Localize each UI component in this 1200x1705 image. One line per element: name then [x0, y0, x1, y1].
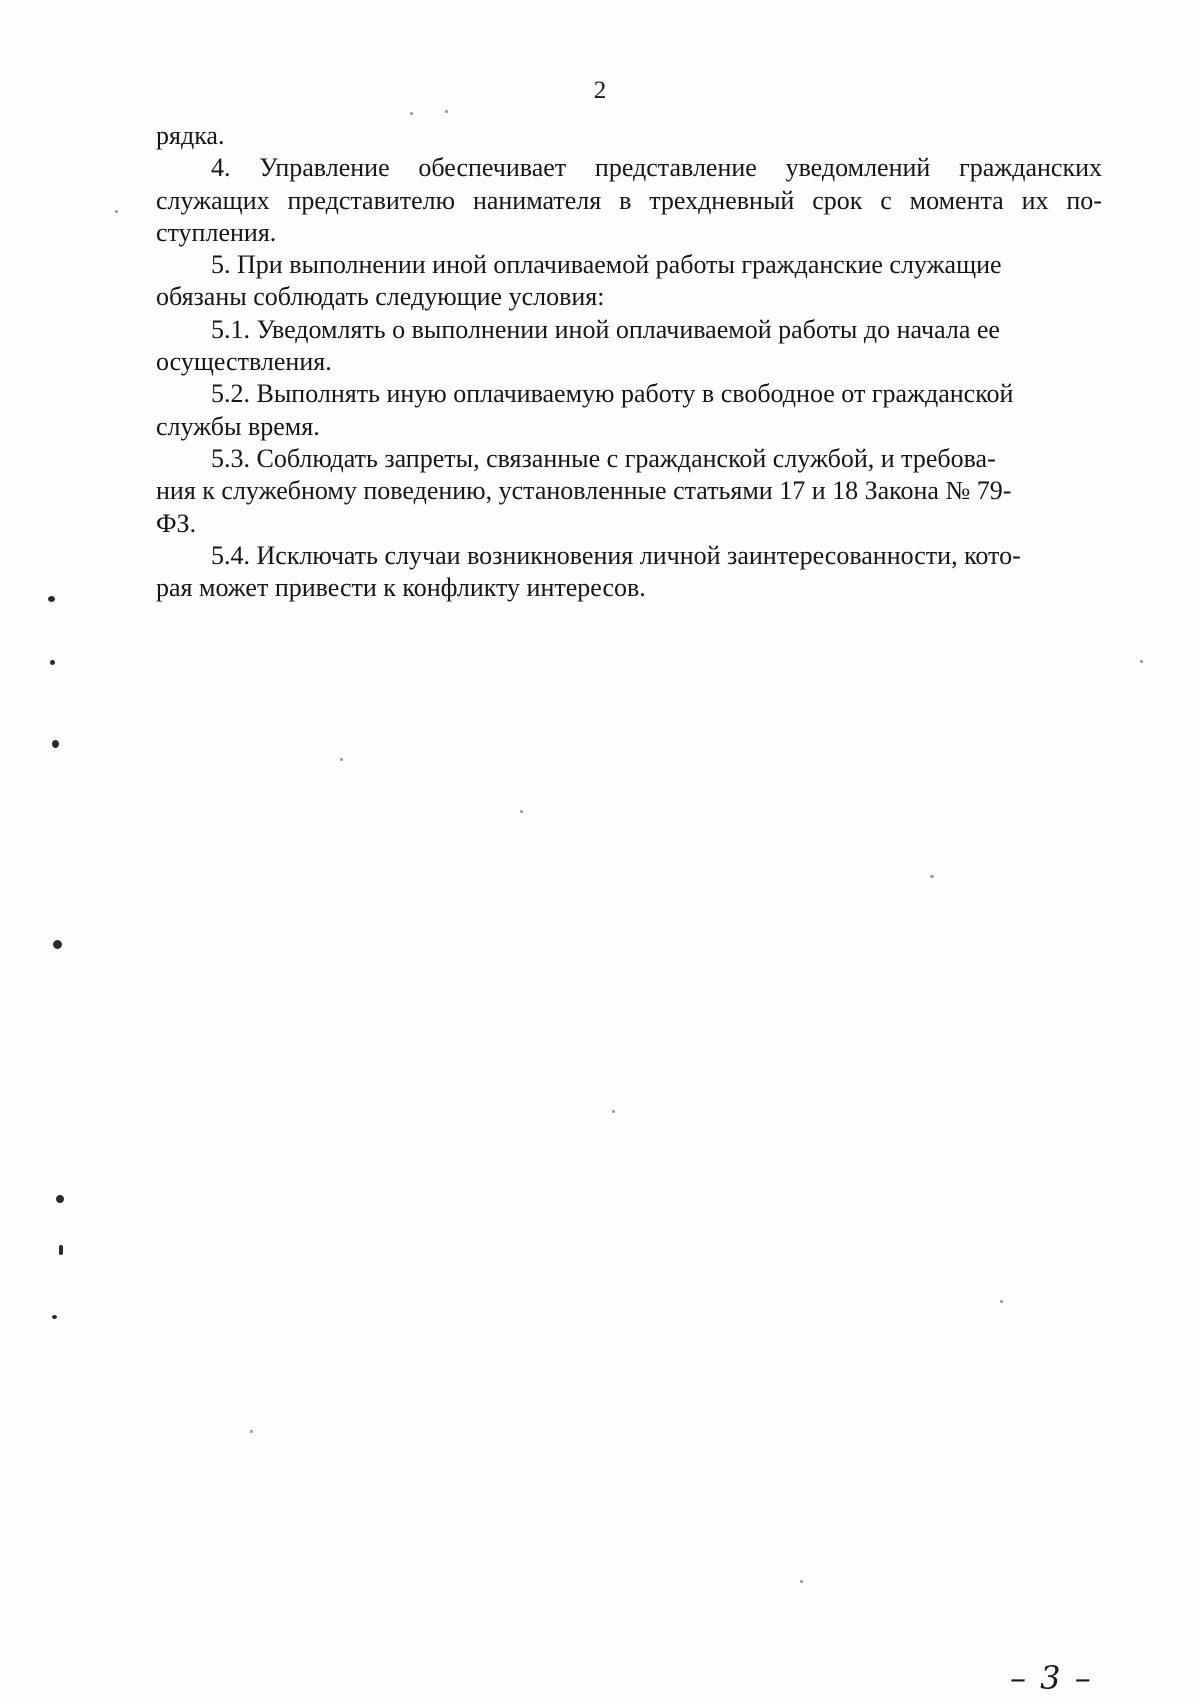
word: момента [909, 185, 1004, 215]
word: Управление [259, 153, 390, 183]
scan-speck [115, 210, 118, 213]
scan-speck [520, 810, 523, 813]
scan-speck [53, 940, 62, 949]
scan-speck [250, 1430, 253, 1433]
word: уведомлений [785, 153, 931, 183]
text-line: обязаны соблюдать следующие условия: [156, 282, 605, 312]
paragraph-item-5-2 [156, 378, 1102, 443]
text-line: осуществления. [156, 347, 332, 377]
scan-speck [48, 596, 55, 602]
text-line [156, 152, 1102, 184]
text-line: 5.2. Выполнять иную оплачиваемую работу в свободное от гражданской [211, 379, 1014, 409]
word: 4. [211, 153, 231, 183]
scan-speck [52, 1315, 57, 1319]
text-line: ФЗ. [156, 508, 197, 538]
scan-speck [59, 1245, 63, 1255]
paragraph-continuation [156, 120, 1102, 152]
word: нанимателя [472, 185, 602, 215]
word: в [619, 185, 632, 215]
text-line: 5.4. Исключать случаи возникновения личной заинтересованности, кото- [211, 540, 1021, 570]
paragraph-item-5 [156, 249, 1102, 314]
word: представление [594, 153, 757, 183]
text-line: 5. При выполнении иной оплачиваемой работы гражданские служащие [211, 250, 1002, 280]
word: срок [812, 185, 863, 215]
scan-speck [56, 1195, 64, 1203]
paragraph-item-5-4 [156, 540, 1102, 605]
scan-speck [340, 758, 343, 761]
word: служащих [156, 185, 270, 215]
word: гражданских [959, 153, 1102, 183]
text-line: рядка. [156, 121, 225, 150]
word: их [1021, 185, 1049, 215]
word: обеспечивает [418, 153, 567, 183]
scan-speck [52, 740, 59, 748]
text-line: ния к служебному поведению, установленные статьями 17 и 18 Закона № 79- [156, 476, 1012, 506]
text-line: 5.3. Соблюдать запреты, связанные с гражданской службой, и требова- [211, 443, 996, 473]
scan-speck [50, 660, 55, 665]
page-number: 2 [593, 77, 607, 104]
document-body [156, 120, 1102, 604]
word: с [880, 185, 892, 215]
scan-speck [445, 110, 448, 113]
text-line: ступления. [156, 217, 277, 247]
scan-speck [1000, 1300, 1003, 1303]
handwritten-page-mark: – 3 – [1010, 1659, 1093, 1697]
word: трехдневный [649, 185, 795, 215]
paragraph-item-5-3 [156, 443, 1102, 540]
paragraph-item-5-1 [156, 314, 1102, 379]
word: по- [1066, 185, 1102, 215]
scan-speck [1140, 660, 1143, 663]
paragraph-item-4 [156, 152, 1102, 249]
word: представителю [287, 185, 456, 215]
text-line: 5.1. Уведомлять о выполнении иной оплачиваемой работы до начала ее [211, 314, 1000, 344]
scan-speck [800, 1580, 803, 1583]
text-line: рая может привести к конфликту интересов. [156, 573, 646, 603]
text-line [156, 185, 1102, 217]
scan-speck [612, 1110, 615, 1113]
scan-speck [410, 112, 413, 115]
scan-speck [930, 875, 934, 878]
text-line: службы время. [156, 411, 320, 441]
